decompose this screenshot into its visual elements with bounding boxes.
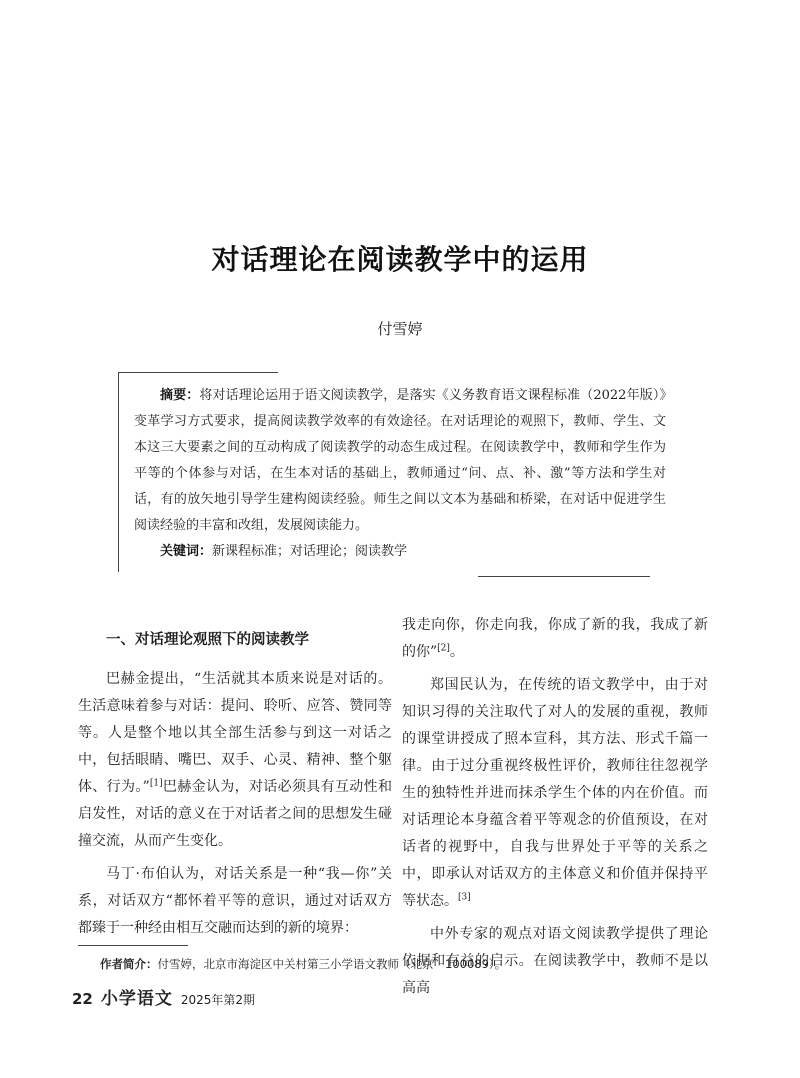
keywords-label: 关键词： [160,544,213,559]
abstract-left-rule [118,372,119,572]
author-footnote [100,955,720,973]
paragraph-text: 我走向你，你走向我，你成了新的我，我成了新的你” [402,617,708,660]
paragraph-text: 。 [449,644,464,660]
right-column [402,612,708,1002]
issue-label: 2025年第2期 [180,993,256,1007]
abstract-text: 将对话理论运用于语文阅读教学，是落实《义务教育语文课程标准（2022年版）》变革学习方式要求，提高阅读教学效率的有效途径。在对话理论的观照下，教师、学生、文本这三大要素之间的互动构成了阅读教学的动态生成过程。在阅读教学中，教师和学生作为平等的个体参与对话，在生本对话的基础上，教师通过“问、点、补、激”等方法和学生对话，有的放矢地引导学生建构阅读经验。师生之间以文本为基础和桥梁，在对话中促进学生阅读经验的丰富和改组，发展阅读能力。 [134,388,666,533]
keywords-text: 新课程标准；对话理论；阅读教学 [212,544,408,559]
citation-ref: [2] [437,643,450,654]
page-number: 22 [72,990,93,1008]
paragraph-zheng [402,672,708,915]
left-column [78,628,392,942]
abstract-bottom-rule [478,576,650,577]
paragraph-buber-cont [402,612,708,666]
article-author: 付雪婷 [377,320,423,338]
abstract-top-rule [118,372,278,373]
footnote-rule [78,945,188,946]
citation-ref: [1] [149,778,163,789]
paragraph-bakhtin [78,666,392,855]
paragraph-buber: 马丁·布伯认为，对话关系是一种“我—你”关系，对话双方“都怀着平等的意识，通过对话双方都臻于一种经由相互交融而达到的新的境界： [78,866,392,936]
abstract-label: 摘要： [160,388,200,403]
paragraph-text: 巴赫金认为，对话必须具有互动性和启发性，对话的意义在于对话者之间的思想发生碰撞交流，从而产生变化。 [78,779,392,849]
footnote-label: 作者简介： [100,957,158,971]
paragraph-text: 郑国民认为，在传统的语文教学中，由于对知识习得的关注取代了对人的发展的重视，教师的课堂讲授成了照本宣科，其方法、形式千篇一律。由于过分重视终极性评价，教师往往忽视学生的独特性并进而抹杀学生个体的内在价值。而对话理论本身蕴含着平等观念的价值预设，在对话者的视野中，自我与世界处于平等的关系之中，即承认对话双方的主体意义和价值并保持平等状态。 [402,677,708,909]
section-heading: 一、对话理论观照下的阅读教学 [106,632,309,648]
article-title: 对话理论在阅读教学中的运用 [211,243,589,276]
keywords-block [134,539,654,565]
paragraph-experts: 中外专家的观点对语文阅读教学提供了理论依据和有益的启示。在阅读教学中，教师不是以高高 [402,926,708,996]
page-footer [72,984,255,1008]
footnote-text: 付雪婷，北京市海淀区中关村第三小学语文教师（北京 100089）。 [157,957,507,971]
journal-name: 小学语文 [100,989,173,1009]
abstract-block [134,383,666,539]
paragraph-text: 巴赫金提出，“生活就其本质来说是对话的。生活意味着参与对话：提问、聆听、应答、赞同等等。人是整个地以其全部生活参与到这一对话之中，包括眼睛、嘴巴、双手、心灵、精神、整个躯体、行为。” [78,671,392,795]
citation-ref: [3] [458,892,471,903]
